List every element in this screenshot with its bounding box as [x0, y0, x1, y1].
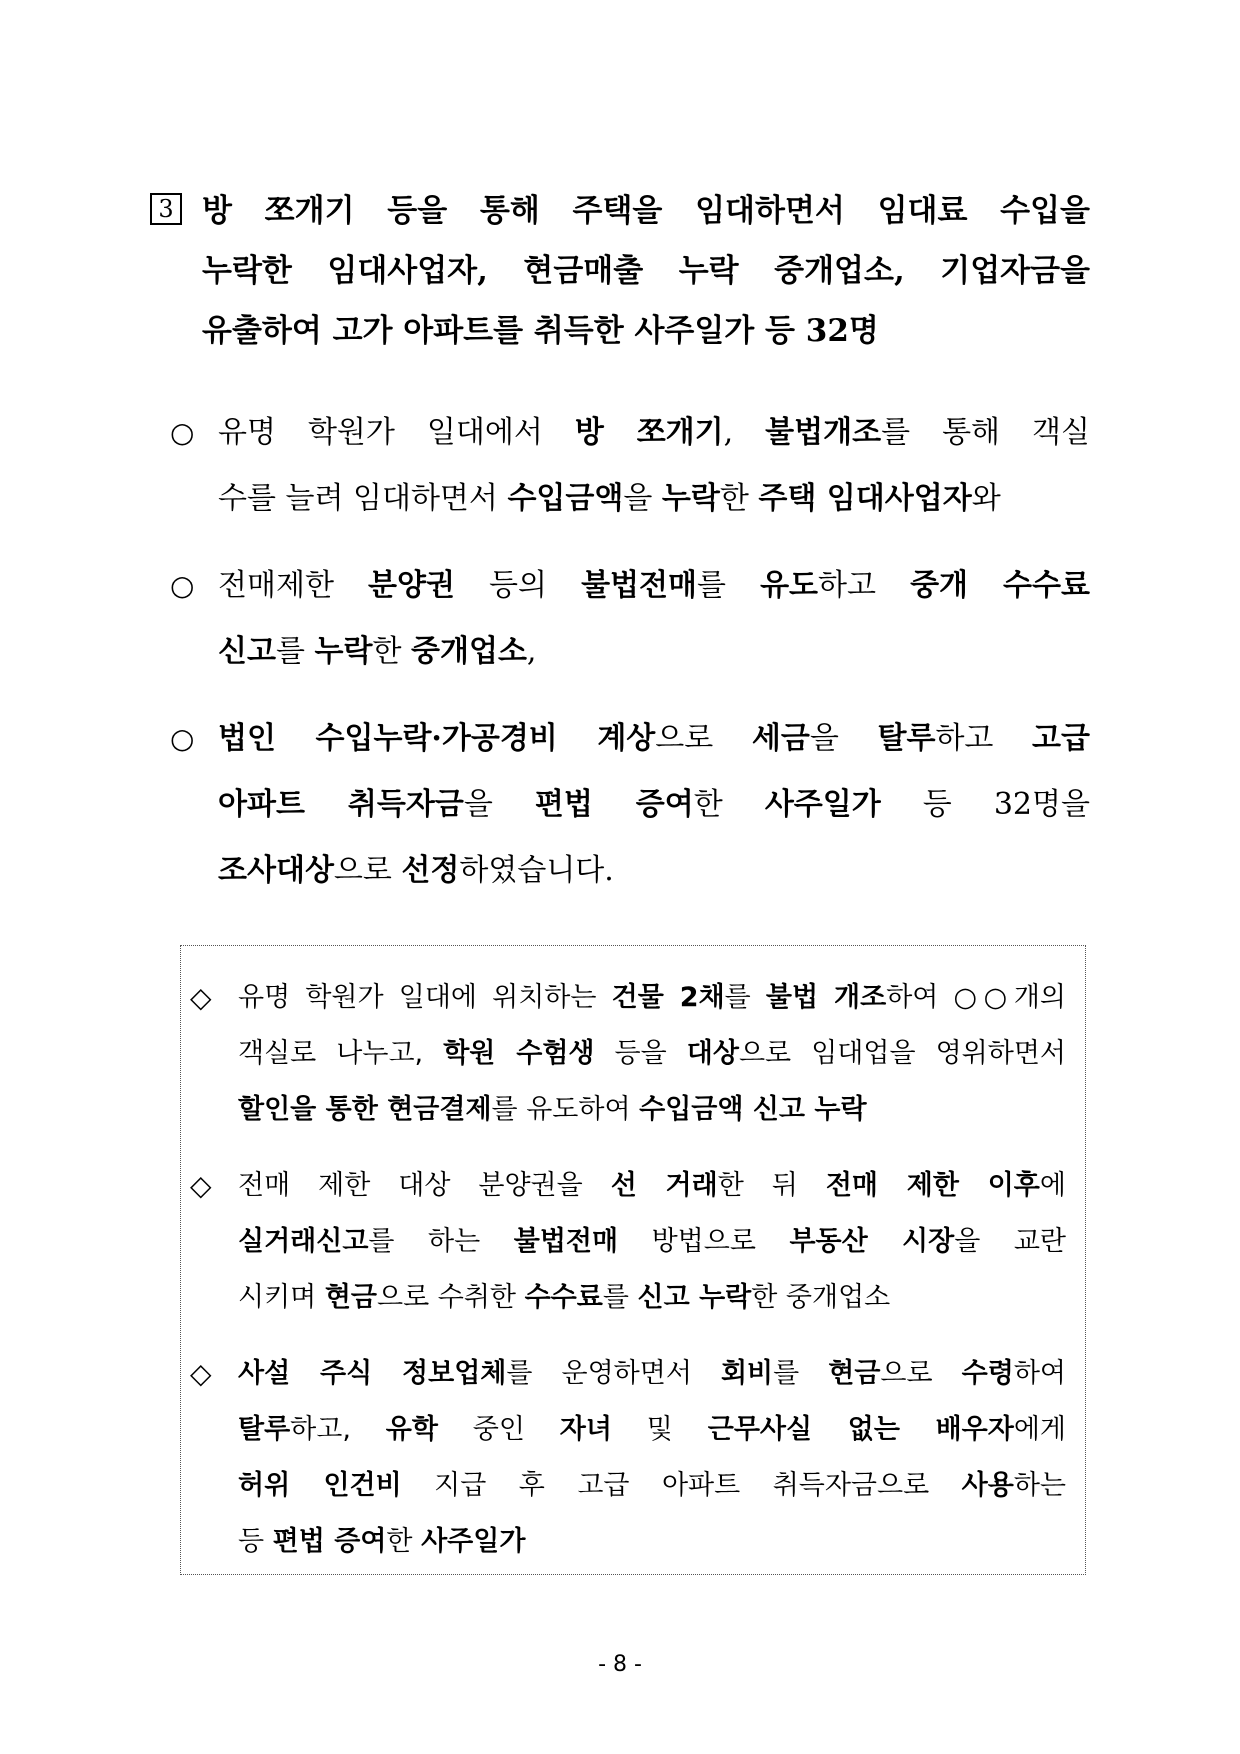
- bold-text: 부동산 시장: [789, 1226, 955, 1257]
- bold-text: 수입금액: [507, 481, 624, 516]
- text-run: 하였습니다.: [459, 853, 614, 888]
- text-run: 를: [773, 1358, 829, 1389]
- bold-text: 탈루: [877, 721, 936, 756]
- box-line: [238, 970, 1066, 1026]
- text-run: 를 하는: [368, 1226, 514, 1257]
- bullet-line: [218, 553, 1090, 619]
- bold-text: 누락: [661, 481, 720, 516]
- text-run: 하고,: [290, 1414, 386, 1445]
- bold-text: 실거래신고: [238, 1226, 369, 1257]
- text-run: 하는: [1013, 1470, 1066, 1501]
- text-run: ,: [723, 415, 766, 450]
- bold-text: 탈루: [238, 1414, 291, 1445]
- text-run: 등: [238, 1526, 273, 1557]
- bold-text: 수령: [961, 1358, 1014, 1389]
- bullet-line: [218, 706, 1090, 772]
- text-run: 으로: [880, 1358, 962, 1389]
- text-run: 를: [602, 1282, 638, 1313]
- bold-text: 할인을 통한 현금결제: [238, 1094, 492, 1125]
- bold-text: 편법 증여: [534, 787, 694, 822]
- text-run: 수를 늘려 임대하면서: [218, 481, 508, 516]
- text-run: 를: [697, 568, 761, 603]
- circle-bullet-icon: ○: [170, 722, 195, 755]
- text-run: 전매제한: [218, 568, 368, 603]
- text-run: 등의: [454, 568, 582, 603]
- text-run: 유명 학원가 일대에 위치하는: [238, 982, 612, 1013]
- bold-text: 건물 2채: [611, 982, 725, 1013]
- bold-text: 사주일가: [421, 1526, 526, 1557]
- text-run: 중인: [437, 1414, 560, 1445]
- text-run: 으로 수취한: [377, 1282, 525, 1313]
- bold-text: 수수료: [524, 1282, 603, 1313]
- box-line: [238, 1514, 525, 1570]
- text-run: 으로 임대업을 영위하면서: [738, 1038, 1066, 1069]
- text-run: 에게: [1013, 1414, 1066, 1445]
- text-run: 를: [724, 982, 766, 1013]
- bold-text: 누락: [314, 634, 373, 669]
- text-run: 한 중개업소: [751, 1282, 891, 1313]
- diamond-bullet-icon: ◇: [190, 981, 212, 1014]
- text-run: 한 뒤: [717, 1170, 826, 1201]
- diamond-bullet-icon: ◇: [190, 1169, 212, 1202]
- circle-bullet-icon: ○: [170, 569, 195, 602]
- bold-text: 현금: [324, 1282, 378, 1313]
- box-line: [238, 1082, 867, 1138]
- text-run: 한: [719, 481, 759, 516]
- text-run: 를 유도하여: [491, 1094, 640, 1125]
- bold-text: 분양권: [368, 568, 455, 603]
- text-run: 및: [611, 1414, 708, 1445]
- text-run: 한: [386, 1526, 422, 1557]
- bold-text: 아파트 취득자금: [218, 787, 464, 822]
- text-run: 시키며: [238, 1282, 325, 1313]
- text-run: 객실로 나누고,: [238, 1038, 444, 1069]
- text-run: 지급 후 고급 아파트 취득자금으로: [401, 1470, 962, 1501]
- bold-text: 불법 개조: [765, 982, 887, 1013]
- text-run: 등 32명을: [880, 787, 1090, 822]
- text-run: 하고: [818, 568, 911, 603]
- text-run: 을: [809, 721, 878, 756]
- text-run: 하여 ○○개의: [886, 982, 1066, 1013]
- box-line: [238, 1214, 1066, 1270]
- text-run: 를 운영하면서: [506, 1358, 721, 1389]
- bold-text: 근무사실 없는 배우자: [707, 1414, 1014, 1445]
- bullet-line: [218, 838, 614, 904]
- bullet-line: [218, 466, 1001, 532]
- bold-text: 법인 수입누락·가공경비 계상: [218, 721, 656, 756]
- text-run: 으로: [655, 721, 752, 756]
- bold-text: 유도: [760, 568, 819, 603]
- bold-text: 수입금액 신고 누락: [639, 1094, 867, 1125]
- text-run: 하고: [935, 721, 1033, 756]
- bold-text: 학원 수험생: [443, 1038, 595, 1069]
- bold-text: 방 쪼개기: [574, 415, 724, 450]
- text-run: 와: [971, 481, 1001, 516]
- bold-text: 불법개조: [765, 415, 882, 450]
- bold-text: 고급: [1032, 721, 1090, 756]
- text-run: 을: [623, 481, 662, 516]
- box-line: [238, 1458, 1066, 1514]
- text-run: 한: [372, 634, 411, 669]
- bold-text: 현금: [828, 1358, 881, 1389]
- text-run: 등을: [594, 1038, 687, 1069]
- text-run: 전매 제한 대상 분양권을: [238, 1170, 611, 1201]
- text-run: 방법으로: [618, 1226, 790, 1257]
- bold-text: 대상: [686, 1038, 739, 1069]
- bold-text: 사주일가: [764, 787, 881, 822]
- box-line: [238, 1402, 1066, 1458]
- text-run: 유명 학원가 일대에서: [218, 415, 575, 450]
- bold-text: 불법전매: [581, 568, 697, 603]
- page-number: - 8 -: [598, 1652, 642, 1677]
- box-line: [238, 1026, 1066, 1082]
- text-run: 를 통해 객실: [881, 415, 1090, 450]
- bold-text: 유학: [385, 1414, 438, 1445]
- bold-text: 선정: [401, 853, 460, 888]
- text-run: ,: [526, 634, 537, 669]
- text-run: 에: [1039, 1170, 1066, 1201]
- box-line: [238, 1346, 1066, 1402]
- text-run: 을: [463, 787, 535, 822]
- bold-text: 세금: [751, 721, 810, 756]
- section-number-box: 3: [150, 193, 182, 225]
- bold-text: 자녀: [559, 1414, 612, 1445]
- bold-text: 주택 임대사업자: [758, 481, 972, 516]
- bold-text: 중개업소: [411, 634, 527, 669]
- diamond-bullet-icon: ◇: [190, 1357, 212, 1390]
- bullet-line: [218, 772, 1090, 838]
- section-heading-line-3: 유출하여 고가 아파트를 취득한 사주일가 등 32명: [202, 313, 879, 349]
- bold-text: 편법 증여: [272, 1526, 387, 1557]
- text-run: 으로: [333, 853, 402, 888]
- text-run: 하여: [1013, 1358, 1066, 1389]
- bold-text: 불법전매: [513, 1226, 619, 1257]
- text-run: 을 교란: [954, 1226, 1066, 1257]
- bold-text: 신고 누락: [637, 1282, 752, 1313]
- box-line: [238, 1270, 890, 1326]
- section-heading-line-2: 누락한 임대사업자, 현금매출 누락 중개업소, 기업자금을: [202, 253, 1090, 289]
- bold-text: 회비: [720, 1358, 774, 1389]
- bullet-line: [218, 400, 1090, 466]
- text-run: 한: [693, 787, 765, 822]
- bold-text: 중개 수수료: [910, 568, 1090, 603]
- box-line: [238, 1158, 1066, 1214]
- section-heading-line-1: 방 쪼개기 등을 통해 주택을 임대하면서 임대료 수입을: [202, 193, 1090, 229]
- bold-text: 허위 인건비: [238, 1470, 402, 1501]
- text-run: 를: [275, 634, 315, 669]
- bold-text: 사설 주식 정보업체: [238, 1358, 507, 1389]
- bold-text: 선 거래: [610, 1170, 718, 1201]
- circle-bullet-icon: ○: [170, 416, 195, 449]
- bullet-line: [218, 619, 536, 685]
- bold-text: 조사대상: [218, 853, 334, 888]
- bold-text: 전매 제한 이후: [825, 1170, 1040, 1201]
- bold-text: 신고: [218, 634, 276, 669]
- bold-text: 사용: [961, 1470, 1014, 1501]
